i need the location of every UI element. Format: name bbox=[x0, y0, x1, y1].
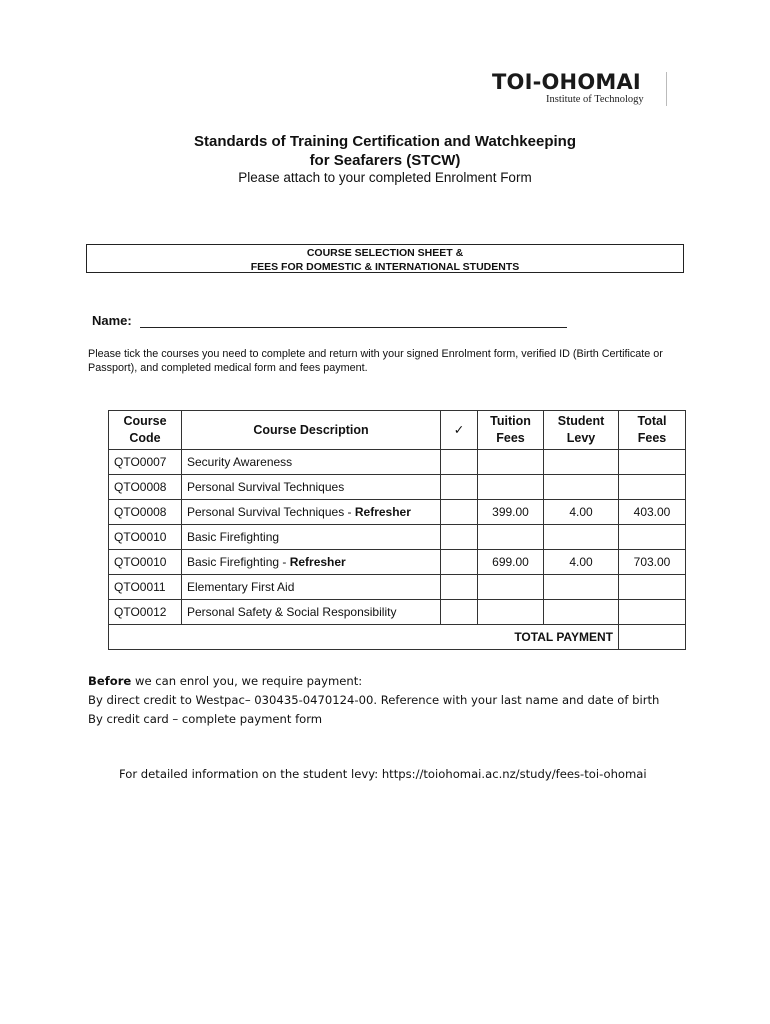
table-row bbox=[109, 450, 686, 475]
header-code-line1: Course bbox=[123, 414, 167, 428]
course-description bbox=[182, 550, 441, 575]
document-title-line2: for Seafarers (STCW) bbox=[309, 152, 461, 169]
course-description bbox=[182, 575, 441, 600]
table-row bbox=[109, 550, 686, 575]
description-bold: Refresher bbox=[289, 555, 346, 569]
student-levy bbox=[544, 450, 619, 475]
total-fee: 703.00 bbox=[619, 550, 686, 575]
description-text: Elementary First Aid bbox=[187, 580, 295, 594]
tuition-fee bbox=[478, 525, 544, 550]
description-text: Personal Survival Techniques bbox=[187, 480, 345, 494]
name-label: Name: bbox=[92, 313, 132, 328]
payment-credit-card: By credit card – complete payment form bbox=[88, 712, 323, 726]
payment-before-rest: we can enrol you, we require payment: bbox=[131, 674, 363, 688]
course-description bbox=[182, 525, 441, 550]
student-levy: 4.00 bbox=[544, 550, 619, 575]
tuition-fee bbox=[478, 575, 544, 600]
course-description bbox=[182, 475, 441, 500]
course-code: QTO0011 bbox=[109, 575, 182, 600]
document-subtitle: Please attach to your completed Enrolment Form bbox=[238, 170, 532, 185]
tick-box[interactable] bbox=[441, 500, 478, 525]
description-text: Basic Firefighting - bbox=[187, 555, 290, 569]
header-course-description: Course Description bbox=[182, 411, 441, 450]
course-code: QTO0007 bbox=[109, 450, 182, 475]
total-row bbox=[109, 625, 686, 650]
table-row bbox=[109, 500, 686, 525]
selection-box-line1: COURSE SELECTION SHEET & bbox=[306, 247, 464, 259]
student-levy bbox=[544, 475, 619, 500]
description-bold: Refresher bbox=[354, 505, 411, 519]
student-levy bbox=[544, 600, 619, 625]
header-levy-line2: Levy bbox=[566, 431, 596, 445]
header-tuition-line2: Fees bbox=[496, 431, 525, 445]
student-levy bbox=[544, 575, 619, 600]
course-description bbox=[182, 450, 441, 475]
header-levy-line1: Student bbox=[557, 414, 605, 428]
header-course-code bbox=[109, 411, 182, 450]
student-levy: 4.00 bbox=[544, 500, 619, 525]
description-text: Personal Safety & Social Responsibility bbox=[187, 605, 397, 619]
total-fee bbox=[619, 525, 686, 550]
logo-subtitle: Institute of Technology bbox=[546, 94, 644, 105]
course-selection-box bbox=[86, 244, 684, 273]
tuition-fee bbox=[478, 450, 544, 475]
course-code: QTO0008 bbox=[109, 500, 182, 525]
tick-box[interactable] bbox=[441, 450, 478, 475]
tick-box[interactable] bbox=[441, 575, 478, 600]
payment-info bbox=[88, 672, 659, 729]
course-description bbox=[182, 500, 441, 525]
course-code: QTO0012 bbox=[109, 600, 182, 625]
course-code: QTO0010 bbox=[109, 550, 182, 575]
description-text: Security Awareness bbox=[187, 455, 293, 469]
description-text: Personal Survival Techniques - bbox=[187, 505, 355, 519]
tuition-fee bbox=[478, 600, 544, 625]
total-fee bbox=[619, 600, 686, 625]
total-fee bbox=[619, 575, 686, 600]
header-tick: ✓ bbox=[441, 411, 478, 450]
table-row bbox=[109, 600, 686, 625]
course-table bbox=[108, 410, 686, 650]
header-total-fees bbox=[619, 411, 686, 450]
logo-divider bbox=[666, 72, 667, 106]
description-text: Basic Firefighting bbox=[187, 530, 280, 544]
tick-box[interactable] bbox=[441, 525, 478, 550]
table-row bbox=[109, 475, 686, 500]
institution-logo bbox=[492, 70, 672, 110]
header-tuition-fees bbox=[478, 411, 544, 450]
tuition-fee bbox=[478, 475, 544, 500]
course-description bbox=[182, 600, 441, 625]
header-tuition-line1: Tuition bbox=[490, 414, 531, 428]
logo-name: TOI-OHOMAI bbox=[492, 70, 641, 94]
header-student-levy bbox=[544, 411, 619, 450]
tuition-fee: 399.00 bbox=[478, 500, 544, 525]
tick-box[interactable] bbox=[441, 475, 478, 500]
instructions-text: Please tick the courses you need to complete and return with your signed Enrolment form, verified ID (Birth Certificate or Passport), and completed medical form and fees payment. bbox=[88, 348, 663, 374]
selection-box-line2: FEES FOR DOMESTIC & INTERNATIONAL STUDENTS bbox=[250, 261, 520, 273]
tuition-fee: 699.00 bbox=[478, 550, 544, 575]
total-payment-value[interactable] bbox=[619, 625, 686, 650]
table-row bbox=[109, 525, 686, 550]
tick-box[interactable] bbox=[441, 600, 478, 625]
total-fee bbox=[619, 475, 686, 500]
payment-before-bold: Before bbox=[88, 674, 132, 688]
header-total-line1: Total bbox=[637, 414, 667, 428]
total-fee bbox=[619, 450, 686, 475]
payment-direct-credit: By direct credit to Westpac– 030435-0470124-00. Reference with your last name and date of birth bbox=[88, 693, 660, 707]
levy-info: For detailed information on the student levy: https://toiohomai.ac.nz/study/fees-toi-ohomai bbox=[119, 767, 647, 781]
student-levy bbox=[544, 525, 619, 550]
total-fee: 403.00 bbox=[619, 500, 686, 525]
tick-box[interactable] bbox=[441, 550, 478, 575]
total-payment-label: TOTAL PAYMENT bbox=[109, 625, 619, 650]
payment-before bbox=[88, 672, 659, 691]
document-title-line1: Standards of Training Certification and Watchkeeping bbox=[194, 133, 576, 150]
course-code: QTO0008 bbox=[109, 475, 182, 500]
header-total-line2: Fees bbox=[637, 431, 667, 445]
name-field[interactable] bbox=[140, 327, 567, 328]
table-header-row bbox=[109, 411, 686, 450]
course-code: QTO0010 bbox=[109, 525, 182, 550]
table-row bbox=[109, 575, 686, 600]
header-code-line2: Code bbox=[129, 431, 161, 445]
